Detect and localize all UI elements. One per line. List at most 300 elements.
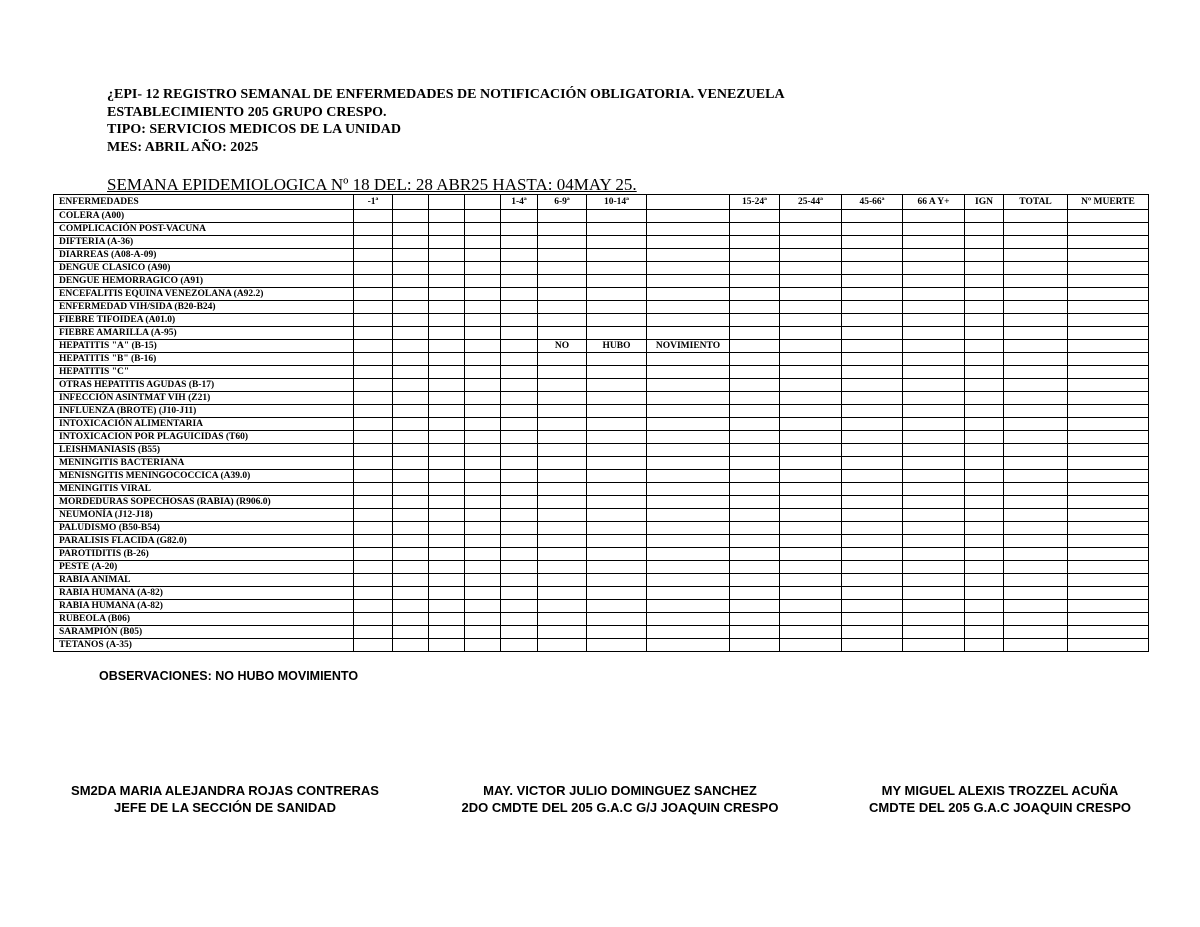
table-cell	[354, 392, 393, 405]
table-cell	[354, 340, 393, 353]
disease-name-cell: HEPATITIS "C"	[54, 366, 354, 379]
table-cell	[730, 262, 780, 275]
table-cell	[587, 366, 647, 379]
table-cell	[1004, 262, 1068, 275]
table-cell	[903, 548, 965, 561]
table-cell: NO	[538, 340, 587, 353]
table-cell	[1068, 353, 1149, 366]
table-cell	[538, 405, 587, 418]
column-header: 45-66ª	[842, 195, 903, 210]
table-cell	[429, 457, 465, 470]
table-cell	[1004, 405, 1068, 418]
table-cell	[465, 561, 501, 574]
table-row	[54, 353, 1149, 366]
table-cell	[587, 613, 647, 626]
table-cell	[1004, 301, 1068, 314]
table-cell	[465, 249, 501, 262]
table-row	[54, 314, 1149, 327]
table-cell	[429, 223, 465, 236]
table-cell	[1004, 483, 1068, 496]
table-cell	[965, 483, 1004, 496]
table-cell	[903, 301, 965, 314]
table-cell	[354, 470, 393, 483]
table-cell	[1004, 561, 1068, 574]
table-cell	[965, 522, 1004, 535]
table-cell	[429, 340, 465, 353]
table-cell	[501, 639, 538, 652]
table-cell	[538, 561, 587, 574]
disease-name-cell: HEPATITIS "A" (B-15)	[54, 340, 354, 353]
table-cell	[354, 379, 393, 392]
table-row	[54, 470, 1149, 483]
signature-block-2	[435, 782, 805, 816]
table-cell	[501, 431, 538, 444]
table-cell	[1068, 210, 1149, 223]
table-cell	[1068, 574, 1149, 587]
table-cell	[587, 496, 647, 509]
table-cell	[780, 509, 842, 522]
table-cell	[842, 444, 903, 457]
observations: OBSERVACIONES: NO HUBO MOVIMIENTO	[99, 669, 359, 683]
table-cell	[538, 470, 587, 483]
table-cell	[501, 379, 538, 392]
table-cell	[647, 379, 730, 392]
table-cell	[903, 613, 965, 626]
table-cell	[465, 353, 501, 366]
table-row	[54, 236, 1149, 249]
table-cell	[780, 301, 842, 314]
table-cell	[965, 275, 1004, 288]
table-row	[54, 301, 1149, 314]
table-cell	[647, 405, 730, 418]
table-cell	[501, 483, 538, 496]
table-cell	[1004, 626, 1068, 639]
table-cell	[587, 522, 647, 535]
table-cell	[780, 535, 842, 548]
table-cell	[647, 210, 730, 223]
table-cell	[903, 249, 965, 262]
table-cell	[780, 366, 842, 379]
table-cell	[842, 587, 903, 600]
table-cell	[465, 600, 501, 613]
table-cell	[842, 548, 903, 561]
table-cell	[354, 457, 393, 470]
table-cell	[647, 626, 730, 639]
table-cell	[647, 483, 730, 496]
table-cell	[1068, 327, 1149, 340]
column-header: 15-24ª	[730, 195, 780, 210]
table-cell	[587, 431, 647, 444]
table-cell	[429, 249, 465, 262]
table-cell	[354, 262, 393, 275]
table-cell	[465, 496, 501, 509]
table-cell	[429, 535, 465, 548]
table-cell	[354, 210, 393, 223]
table-row	[54, 574, 1149, 587]
table-cell	[730, 223, 780, 236]
table-cell	[465, 483, 501, 496]
table-cell	[842, 561, 903, 574]
table-cell	[587, 457, 647, 470]
table-cell	[501, 574, 538, 587]
table-cell	[1068, 600, 1149, 613]
table-cell	[780, 353, 842, 366]
table-cell	[538, 327, 587, 340]
table-cell	[730, 613, 780, 626]
table-cell	[1068, 223, 1149, 236]
disease-name-cell: PALUDISMO (B50-B54)	[54, 522, 354, 535]
table-cell	[538, 431, 587, 444]
table-cell	[393, 509, 429, 522]
table-cell	[1004, 639, 1068, 652]
table-cell	[647, 496, 730, 509]
table-cell	[354, 509, 393, 522]
table-cell	[587, 587, 647, 600]
table-cell	[393, 639, 429, 652]
table-cell	[587, 353, 647, 366]
table-cell	[1068, 457, 1149, 470]
table-cell	[1068, 626, 1149, 639]
table-cell	[501, 262, 538, 275]
table-cell	[647, 288, 730, 301]
table-cell	[465, 587, 501, 600]
table-cell	[647, 613, 730, 626]
table-cell	[354, 574, 393, 587]
table-cell	[647, 366, 730, 379]
column-header: TOTAL	[1004, 195, 1068, 210]
table-cell	[501, 236, 538, 249]
table-cell	[1004, 275, 1068, 288]
table-cell	[842, 275, 903, 288]
signer-title: CMDTE DEL 205 G.A.C JOAQUIN CRESPO	[869, 800, 1131, 815]
disease-name-cell: INTOXICACIÓN ALIMENTARIA	[54, 418, 354, 431]
table-cell	[730, 210, 780, 223]
table-cell	[647, 392, 730, 405]
table-cell	[587, 262, 647, 275]
table-cell	[465, 613, 501, 626]
table-cell	[354, 626, 393, 639]
table-cell	[1004, 353, 1068, 366]
table-cell	[393, 548, 429, 561]
table-cell	[1004, 509, 1068, 522]
table-cell	[965, 548, 1004, 561]
table-cell	[587, 301, 647, 314]
table-cell	[730, 626, 780, 639]
table-cell	[429, 548, 465, 561]
table-cell	[842, 353, 903, 366]
table-cell	[647, 301, 730, 314]
table-cell	[501, 613, 538, 626]
table-cell	[965, 405, 1004, 418]
table-cell	[393, 327, 429, 340]
table-cell	[780, 223, 842, 236]
table-row	[54, 600, 1149, 613]
table-cell	[538, 249, 587, 262]
table-cell	[354, 483, 393, 496]
disease-name-cell: DENGUE CLASICO (A90)	[54, 262, 354, 275]
table-cell	[465, 444, 501, 457]
table-cell	[903, 418, 965, 431]
table-cell	[501, 314, 538, 327]
table-cell	[429, 574, 465, 587]
table-cell	[965, 418, 1004, 431]
table-cell	[1068, 275, 1149, 288]
table-cell	[780, 275, 842, 288]
table-cell	[429, 314, 465, 327]
signer-title: JEFE DE LA SECCIÓN DE SANIDAD	[114, 800, 336, 815]
table-cell	[1068, 288, 1149, 301]
table-cell	[647, 223, 730, 236]
signer-name: SM2DA MARIA ALEJANDRA ROJAS CONTRERAS	[71, 783, 379, 798]
table-row	[54, 262, 1149, 275]
table-cell	[354, 561, 393, 574]
table-cell	[429, 327, 465, 340]
table-cell	[538, 509, 587, 522]
table-cell	[647, 327, 730, 340]
table-cell	[393, 275, 429, 288]
column-header	[429, 195, 465, 210]
table-cell	[538, 418, 587, 431]
table-cell	[465, 340, 501, 353]
table-row	[54, 340, 1149, 353]
table-cell	[393, 431, 429, 444]
table-cell	[842, 392, 903, 405]
table-cell	[465, 574, 501, 587]
table-cell	[393, 405, 429, 418]
table-cell	[429, 561, 465, 574]
table-cell	[780, 236, 842, 249]
table-cell	[465, 223, 501, 236]
table-cell	[1004, 444, 1068, 457]
table-cell	[842, 431, 903, 444]
table-cell	[501, 366, 538, 379]
column-header: Nº MUERTE	[1068, 195, 1149, 210]
disease-name-cell: INTOXICACION POR PLAGUICIDAS (T60)	[54, 431, 354, 444]
table-cell	[965, 561, 1004, 574]
disease-name-cell: INFECCIÓN ASINTMAT VIH (Z21)	[54, 392, 354, 405]
table-row	[54, 288, 1149, 301]
table-cell	[842, 210, 903, 223]
table-cell	[647, 561, 730, 574]
table-cell	[587, 418, 647, 431]
month-year-line: MES: ABRIL AÑO: 2025	[107, 139, 259, 155]
table-row	[54, 522, 1149, 535]
table-cell	[965, 457, 1004, 470]
table-cell	[429, 262, 465, 275]
table-cell	[1004, 496, 1068, 509]
table-cell	[587, 392, 647, 405]
table-cell	[903, 405, 965, 418]
table-cell: NOVIMIENTO	[647, 340, 730, 353]
table-cell	[429, 509, 465, 522]
table-cell	[393, 223, 429, 236]
table-cell	[465, 509, 501, 522]
table-cell	[842, 613, 903, 626]
table-cell	[730, 444, 780, 457]
table-cell	[780, 418, 842, 431]
table-cell	[730, 392, 780, 405]
table-cell	[354, 223, 393, 236]
table-cell	[354, 418, 393, 431]
table-cell	[730, 301, 780, 314]
signature-block-3	[820, 782, 1180, 816]
table-cell	[780, 639, 842, 652]
table-cell	[903, 353, 965, 366]
table-row	[54, 379, 1149, 392]
table-cell	[842, 496, 903, 509]
table-cell	[647, 470, 730, 483]
table-cell	[1068, 496, 1149, 509]
table-cell	[842, 340, 903, 353]
table-cell	[965, 340, 1004, 353]
table-cell	[1068, 522, 1149, 535]
table-cell	[1068, 340, 1149, 353]
table-cell	[538, 496, 587, 509]
table-cell	[730, 236, 780, 249]
table-cell	[1004, 587, 1068, 600]
table-cell	[780, 444, 842, 457]
table-cell	[538, 457, 587, 470]
table-cell	[538, 301, 587, 314]
table-cell	[501, 210, 538, 223]
table-cell	[538, 574, 587, 587]
table-cell	[354, 353, 393, 366]
table-cell	[538, 600, 587, 613]
table-cell	[647, 418, 730, 431]
table-cell	[354, 288, 393, 301]
table-cell	[538, 535, 587, 548]
table-cell	[465, 431, 501, 444]
table-cell	[354, 249, 393, 262]
table-cell	[587, 288, 647, 301]
table-cell	[587, 548, 647, 561]
table-cell	[393, 262, 429, 275]
table-cell	[965, 301, 1004, 314]
disease-table	[53, 194, 1149, 652]
table-cell	[730, 470, 780, 483]
table-cell	[393, 600, 429, 613]
table-cell	[780, 314, 842, 327]
table-cell	[1068, 366, 1149, 379]
table-cell	[501, 587, 538, 600]
table-cell	[965, 223, 1004, 236]
table-cell	[393, 379, 429, 392]
table-cell	[842, 418, 903, 431]
table-cell	[393, 340, 429, 353]
table-cell	[903, 392, 965, 405]
table-cell	[354, 639, 393, 652]
table-cell	[587, 574, 647, 587]
table-cell	[1004, 457, 1068, 470]
disease-name-cell: COMPLICACIÓN POST-VACUNA	[54, 223, 354, 236]
table-cell	[903, 457, 965, 470]
table-cell	[965, 236, 1004, 249]
table-cell	[501, 600, 538, 613]
table-cell	[501, 444, 538, 457]
table-cell	[842, 327, 903, 340]
table-cell	[429, 405, 465, 418]
table-cell	[465, 288, 501, 301]
table-cell	[730, 548, 780, 561]
table-cell	[842, 314, 903, 327]
table-cell	[647, 600, 730, 613]
table-cell	[354, 301, 393, 314]
table-cell	[965, 444, 1004, 457]
table-cell	[465, 275, 501, 288]
table-cell	[465, 470, 501, 483]
table-cell	[780, 288, 842, 301]
table-cell	[538, 639, 587, 652]
table-cell	[587, 210, 647, 223]
disease-name-cell: COLERA (A00)	[54, 210, 354, 223]
table-cell	[903, 574, 965, 587]
table-cell	[647, 353, 730, 366]
table-cell	[587, 379, 647, 392]
table-cell	[965, 262, 1004, 275]
table-cell	[501, 353, 538, 366]
table-cell	[538, 366, 587, 379]
table-cell	[429, 626, 465, 639]
table-cell	[842, 535, 903, 548]
table-cell	[587, 314, 647, 327]
table-cell	[730, 366, 780, 379]
table-cell	[842, 457, 903, 470]
table-cell: HUBO	[587, 340, 647, 353]
table-cell	[647, 431, 730, 444]
table-cell	[903, 275, 965, 288]
table-cell	[965, 535, 1004, 548]
table-cell	[1004, 249, 1068, 262]
table-row	[54, 210, 1149, 223]
table-cell	[429, 210, 465, 223]
table-cell	[501, 405, 538, 418]
table-cell	[730, 288, 780, 301]
table-cell	[501, 392, 538, 405]
table-cell	[501, 301, 538, 314]
column-header	[393, 195, 429, 210]
table-cell	[647, 262, 730, 275]
table-cell	[842, 639, 903, 652]
table-cell	[538, 314, 587, 327]
table-cell	[965, 613, 1004, 626]
table-cell	[965, 509, 1004, 522]
table-cell	[730, 639, 780, 652]
table-cell	[538, 353, 587, 366]
table-cell	[1004, 340, 1068, 353]
table-cell	[842, 483, 903, 496]
table-cell	[842, 600, 903, 613]
table-cell	[647, 574, 730, 587]
table-cell	[1004, 431, 1068, 444]
table-cell	[1004, 236, 1068, 249]
disease-name-cell: PAROTIDITIS (B-26)	[54, 548, 354, 561]
table-cell	[1068, 548, 1149, 561]
table-cell	[1068, 535, 1149, 548]
table-cell	[465, 327, 501, 340]
table-cell	[587, 561, 647, 574]
table-cell	[1004, 418, 1068, 431]
table-cell	[393, 483, 429, 496]
table-cell	[903, 483, 965, 496]
table-cell	[730, 340, 780, 353]
table-cell	[1068, 392, 1149, 405]
form-title: ¿EPI- 12 REGISTRO SEMANAL DE ENFERMEDADES DE NOTIFICACIÓN OBLIGATORIA. VENEZUELA	[107, 87, 785, 102]
table-cell	[465, 548, 501, 561]
table-cell	[501, 288, 538, 301]
table-cell	[465, 366, 501, 379]
table-cell	[501, 249, 538, 262]
table-cell	[587, 470, 647, 483]
